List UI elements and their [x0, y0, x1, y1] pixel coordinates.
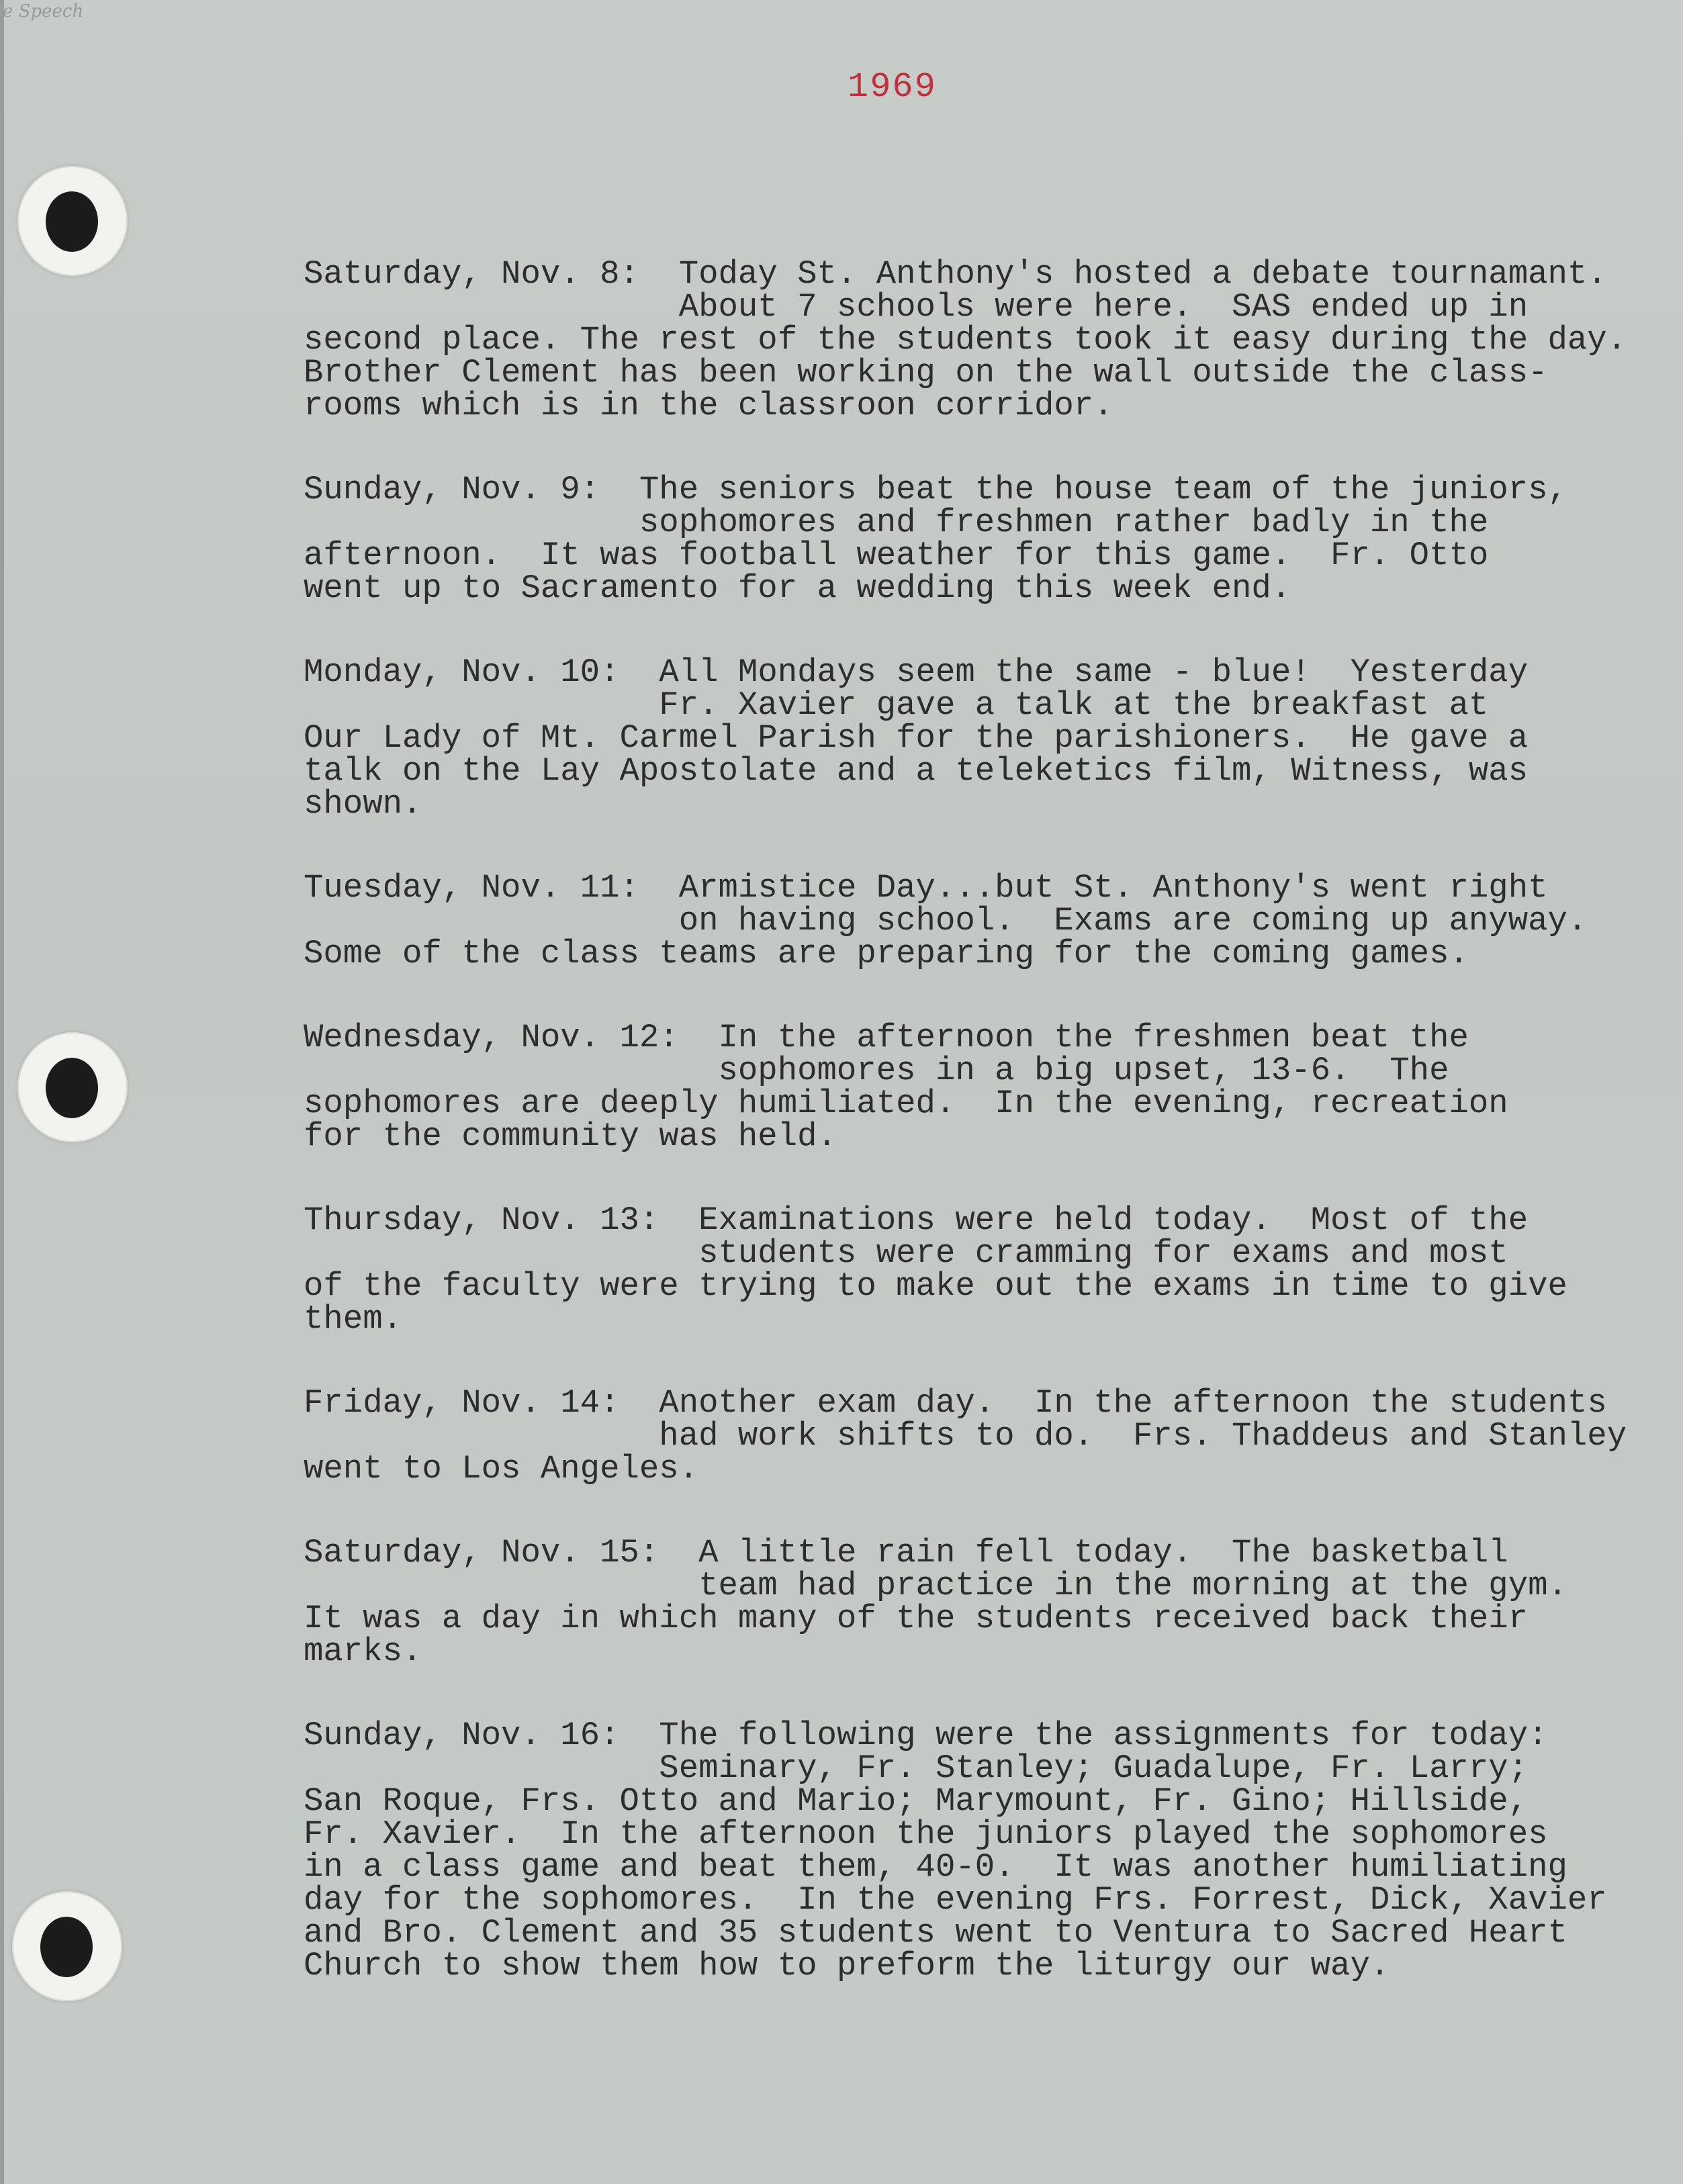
entry-first-line: Today St. Anthony's hosted a debate tournamant. — [678, 255, 1607, 293]
entry-text-line: of the faculty were trying to make out the exams in time to give — [304, 1267, 1567, 1305]
entry-text-line: went up to Sacramento for a wedding this week end. — [304, 570, 1291, 607]
entry-header — [304, 255, 1674, 293]
entry-date: Monday, Nov. 10: — [304, 653, 659, 691]
entry-text-line: students were cramming for exams and most — [304, 1234, 1508, 1272]
diary-entry — [304, 1201, 1674, 1338]
entry-first-line: A little rain fell today. The basketball — [698, 1534, 1508, 1572]
entry-text-line: Church to show them how to preform the liturgy our way. — [304, 1947, 1390, 1985]
entry-first-line: Armistice Day...but St. Anthony's went right — [678, 869, 1548, 907]
entry-date: Tuesday, Nov. 11: — [304, 869, 679, 907]
entry-text-line: Fr. Xavier. In the afternoon the juniors played the sophomores — [304, 1815, 1548, 1853]
binder-hole-icon — [17, 1032, 128, 1142]
entry-text-line: Some of the class teams are preparing for the coming games. — [304, 935, 1469, 972]
entry-first-line: All Mondays seem the same - blue! Yesterday — [659, 653, 1529, 691]
entry-header — [304, 1719, 1674, 1752]
page-year: 1969 — [848, 67, 937, 107]
corner-pencil-note: e Speech — [3, 1, 84, 21]
diary-entry — [304, 653, 1674, 823]
entry-first-line: In the afternoon the freshmen beat the — [718, 1019, 1469, 1056]
entry-text-line: It was a day in which many of the students received back their — [304, 1600, 1529, 1637]
entry-date: Saturday, Nov. 8: — [304, 255, 679, 293]
binder-hole-icon — [12, 1891, 122, 2001]
entry-text-line: Seminary, Fr. Stanley; Guadalupe, Fr. Larry; — [304, 1749, 1529, 1787]
entry-first-line: Examinations were held today. Most of the — [698, 1201, 1529, 1239]
entry-text-line: Our Lady of Mt. Carmel Parish for the parishioners. He gave a — [304, 719, 1529, 757]
entry-text-line: rooms which is in the classroon corridor. — [304, 387, 1113, 424]
diary-entry — [304, 1534, 1674, 1670]
entry-text-line: went to Los Angeles. — [304, 1450, 699, 1488]
entry-text-line: Brother Clement has been working on the wall outside the class- — [304, 354, 1548, 392]
entry-first-line: The following were the assignments for today: — [659, 1717, 1548, 1754]
diary-entries — [304, 255, 1674, 2034]
diary-entry — [304, 473, 1674, 605]
entry-date: Thursday, Nov. 13: — [304, 1201, 699, 1239]
entry-text-line: marks. — [304, 1633, 422, 1670]
page-edge — [0, 0, 4, 2184]
entry-text-line: on having school. Exams are coming up anyway. — [304, 902, 1588, 940]
entry-text-line: had work shifts to do. Frs. Thaddeus and Stanley — [304, 1417, 1627, 1455]
entry-date: Saturday, Nov. 15: — [304, 1534, 699, 1572]
entry-header — [304, 1384, 1674, 1422]
diary-entry — [304, 1719, 1674, 1983]
entry-text-line: shown. — [304, 785, 422, 823]
entry-text-line: talk on the Lay Apostolate and a teleketics film, Witness, was — [304, 752, 1529, 790]
entry-text-line: day for the sophomores. In the evening Frs. Forrest, Dick, Xavier — [304, 1881, 1607, 1919]
entry-header — [304, 1021, 1674, 1054]
entry-header — [304, 1534, 1674, 1572]
entry-text-line: in a class game and beat them, 40-0. It was another humiliating — [304, 1848, 1567, 1886]
diary-entry — [304, 1021, 1674, 1153]
entry-text-line: and Bro. Clement and 35 students went to Ventura to Sacred Heart — [304, 1914, 1567, 1952]
entry-text-line: San Roque, Frs. Otto and Mario; Marymount, Fr. Gino; Hillside, — [304, 1782, 1529, 1820]
entry-text-line: second place. The rest of the students took it easy during the day. — [304, 321, 1627, 359]
entry-first-line: Another exam day. In the afternoon the students — [659, 1384, 1607, 1422]
entry-date: Sunday, Nov. 9: — [304, 471, 639, 508]
entry-date: Wednesday, Nov. 12: — [304, 1019, 719, 1056]
diary-entry — [304, 255, 1674, 424]
entry-text-line: sophomores and freshmen rather badly in the — [304, 504, 1489, 541]
entry-text-line: them. — [304, 1300, 403, 1338]
entry-header — [304, 653, 1674, 691]
entry-text-line: sophomores are deeply humiliated. In the evening, recreation — [304, 1085, 1508, 1122]
entry-text-line: sophomores in a big upset, 13-6. The — [304, 1052, 1449, 1089]
binder-hole-icon — [17, 166, 128, 276]
entry-text-line: team had practice in the morning at the gym. — [304, 1567, 1567, 1604]
diary-entry — [304, 1384, 1674, 1488]
entry-first-line: The seniors beat the house team of the juniors, — [639, 471, 1567, 508]
entry-date: Friday, Nov. 14: — [304, 1384, 659, 1422]
entry-text-line: Fr. Xavier gave a talk at the breakfast at — [304, 686, 1489, 724]
entry-header — [304, 869, 1674, 907]
entry-text-line: afternoon. It was football weather for this game. Fr. Otto — [304, 537, 1489, 574]
entry-header — [304, 473, 1674, 506]
entry-date: Sunday, Nov. 16: — [304, 1717, 659, 1754]
entry-header — [304, 1201, 1674, 1239]
entry-text-line: for the community was held. — [304, 1118, 837, 1155]
diary-entry — [304, 869, 1674, 972]
entry-text-line: About 7 schools were here. SAS ended up in — [304, 288, 1529, 326]
